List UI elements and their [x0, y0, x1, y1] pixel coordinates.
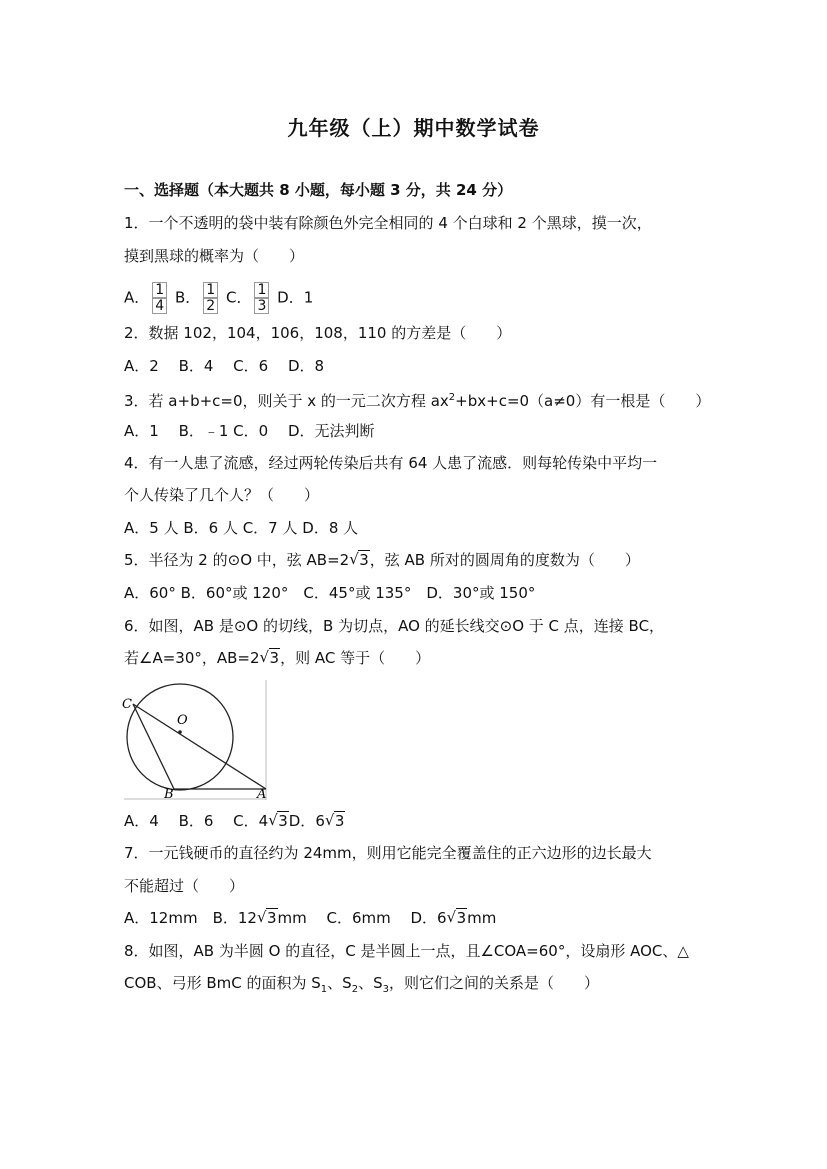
question-2-options: A．2 B．4 C．6 D．8: [124, 357, 325, 375]
fraction-c: $\frac{1}{3}$: [254, 282, 269, 314]
question-5-options: A．60° B．60°或 120° C．45°或 135° D．30°或 150°: [124, 584, 536, 602]
section-heading: 一、选择题（本大题共 8 小题，每小题 3 分，共 24 分）: [124, 181, 513, 199]
question-4-stem: 4．有一人患了流感，经过两轮传染后共有 64 人患了流感．则每轮传染中平均一: [124, 454, 658, 472]
question-6-stem: 6．如图，AB 是⊙O 的切线，B 为切点，AO 的延长线交⊙O 于 C 点，连接 BC，: [124, 617, 665, 635]
question-6-options: A．4 B．6 C．4√ 3D．6√ 3: [124, 811, 345, 831]
question-7-stem-cont: 不能超过（ ）: [124, 877, 245, 895]
option-a-label: A．: [124, 288, 150, 307]
question-3-options: A．1 B．﹣1 C．0 D．无法判断: [124, 422, 375, 440]
question-1-options: [124, 282, 313, 314]
option-b-label: B．: [174, 288, 201, 307]
circle-o: [127, 684, 233, 790]
label-c: C: [122, 697, 132, 712]
question-8-stem: 8．如图，AB 为半圆 O 的直径，C 是半圆上一点，且∠COA=60°，设扇形 AOC、△: [124, 942, 689, 960]
question-1-stem-cont: 摸到黑球的概率为（ ）: [124, 247, 305, 265]
option-d: D．1: [277, 288, 314, 307]
question-7-options: A．12mm B．12√ 3mm C．6mm D．6√ 3mm: [124, 908, 496, 928]
question-4-options: A．5 人 B．6 人 C．7 人 D．8 人: [124, 519, 359, 537]
label-a: A: [257, 787, 267, 802]
question-6-stem-cont: 若∠A=30°，AB=2√ 3，则 AC 等于（ ）: [124, 648, 430, 668]
question-4-stem-cont: 个人传染了几个人？（ ）: [124, 486, 320, 504]
label-o: O: [177, 713, 188, 728]
label-b: B: [164, 787, 174, 802]
question-3-stem: 3．若 a+b+c=0，则关于 x 的一元二次方程 $ax^2+bx+c=0(a\ne 0)$有一根是（ ）: [124, 392, 711, 410]
question-1-stem: 1．一个不透明的袋中装有除颜色外完全相同的 4 个白球和 2 个黑球，摸一次，: [124, 214, 652, 232]
question-2-stem: 2．数据 102，104，106，108，110 的方差是（ ）: [124, 324, 512, 342]
question-5-stem: 5．半径为 2 的⊙O 中，弦 AB=2√ 3，弦 AB 所对的圆周角的度数为（ ）: [124, 550, 640, 570]
sqrt-expression: √ 3: [349, 550, 370, 570]
center-point: [178, 730, 182, 734]
fraction-a: $\frac{1}{4}$: [152, 282, 167, 314]
geometry-figure-q6: [120, 678, 270, 802]
question-7-stem: 7．一元钱硬币的直径约为 24mm，则用它能完全覆盖住的正六边形的边长最大: [124, 844, 652, 862]
sqrt-expression: √ 3: [260, 648, 281, 668]
fraction-b: $\frac{1}{2}$: [203, 282, 218, 314]
page-title: 九年级（上）期中数学试卷: [287, 116, 540, 140]
question-8-stem-cont: COB、弓形 BmC 的面积为 $S_1$、$S_2$、$S_3$，则它们之间的关系是（ ）: [124, 974, 599, 995]
option-c-label: C．: [225, 288, 252, 307]
